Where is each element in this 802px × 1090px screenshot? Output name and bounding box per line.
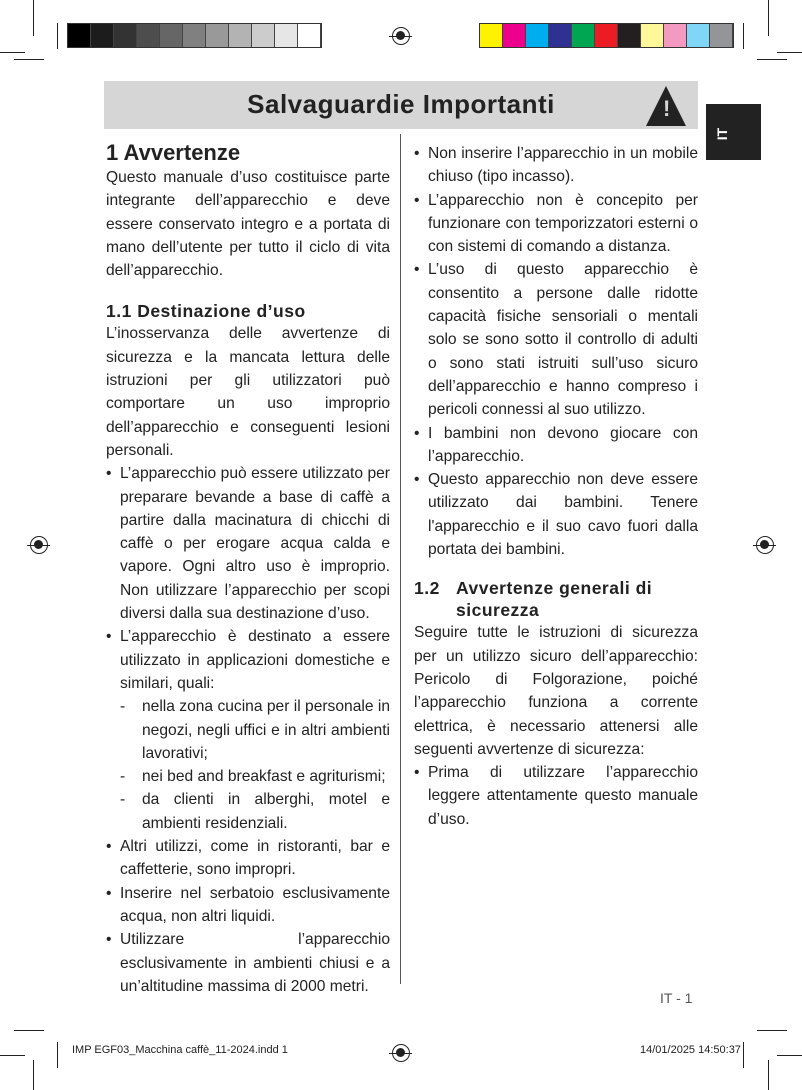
page-title: Salvaguardie Importanti <box>247 89 555 119</box>
color-swatch <box>160 24 183 47</box>
color-swatch <box>91 24 114 47</box>
crop-mark <box>57 1042 58 1068</box>
sub-list-item: - nella zona cucina per il personale in negozi, negli uffici e in altri ambienti lavorativi; <box>106 695 390 765</box>
list-item: • Prima di utilizzare l’apparecchio leggere attentamente questo manuale d’uso. <box>414 761 698 831</box>
crop-mark <box>777 1055 802 1056</box>
color-swatch <box>137 24 160 47</box>
right-column <box>414 142 698 831</box>
crop-mark <box>757 1030 787 1031</box>
color-swatch <box>710 24 733 47</box>
list-item: • Inserire nel serbatoio esclusivamente acqua, non altri liquidi. <box>106 882 390 929</box>
heading-avvertenze: 1 Avvertenze <box>106 140 241 165</box>
column-divider <box>400 134 401 984</box>
registration-mark-icon <box>392 1044 410 1062</box>
sub-list-item: - nei bed and breakfast e agriturismi; <box>106 765 390 788</box>
color-swatch <box>503 24 526 47</box>
crop-mark <box>14 59 44 60</box>
paragraph: L’inosservanza delle avvertenze di sicurezza e la mancata lettura delle istruzioni per gli utilizzatori può comportare un uso improprio dell’apparecchio e conseguenti lesioni personali. <box>106 325 390 459</box>
registration-mark-icon <box>392 27 410 45</box>
crop-mark <box>777 52 802 53</box>
color-swatch <box>480 24 503 47</box>
crop-mark <box>0 52 25 53</box>
color-swatch <box>687 24 710 47</box>
color-swatch <box>114 24 137 47</box>
color-swatch <box>252 24 275 47</box>
crop-mark <box>768 1060 769 1090</box>
warning-triangle-icon: ! <box>646 86 686 126</box>
crop-mark <box>14 1030 44 1031</box>
list-item: • Questo apparecchio non deve essere utilizzato dai bambini. Tenere l'apparecchio e il suo cavo fuori dalla portata dei bambini. <box>414 468 698 561</box>
crop-mark <box>57 23 58 49</box>
list-item: • Altri utilizzi, come in ristoranti, bar e caffetterie, sono impropri. <box>106 835 390 882</box>
crop-mark <box>33 1060 34 1090</box>
left-column <box>106 140 390 998</box>
list-item: • Non inserire l’apparecchio in un mobile chiuso (tipo incasso). <box>414 142 698 189</box>
color-swatch <box>183 24 206 47</box>
list-item: • Utilizzare l’apparecchio esclusivamente in ambienti chiusi e a un’altitudine massima di 2000 metri. <box>106 928 390 998</box>
slug-filename: IMP EGF03_Macchina caffè_11-2024.indd 1 <box>72 1044 288 1056</box>
list-item: • L’uso di questo apparecchio è consentito a persone dalle ridotte capacità fisiche sensoriali o mentali solo se sono sotto il controllo di adulti o sono stati istruiti sull’uso sicuro dell’apparecchio e hanno compreso i pericoli connessi al suo utilizzo. <box>414 258 698 421</box>
crop-mark <box>768 0 769 36</box>
heading-destinazione: 1.1 Destinazione d’uso <box>106 301 306 322</box>
list-item: • I bambini non devono giocare con l’apparecchio. <box>414 422 698 469</box>
crop-mark <box>743 23 744 49</box>
sub-list-item: - da clienti in alberghi, motel e ambienti residenziali. <box>106 788 390 835</box>
list-item: • L’apparecchio è destinato a essere utilizzato in applicazioni domestiche e similari, quali: <box>106 625 390 695</box>
process-color-bar <box>479 23 734 48</box>
color-swatch <box>664 24 687 47</box>
color-swatch <box>526 24 549 47</box>
slug-timestamp: 14/01/2025 14:50:37 <box>640 1044 741 1056</box>
color-swatch <box>275 24 298 47</box>
color-swatch <box>68 24 91 47</box>
crop-mark <box>0 1055 25 1056</box>
color-swatch <box>298 24 321 47</box>
list-item: • L’apparecchio può essere utilizzato per preparare bevande a base di caffè a partire dalla macinatura di chicchi di caffè o per erogare acqua calda e vapore. Ogni altro uso è improprio. Non utilizzare l’apparecchio per scopi diversi dalla sua destinazione d’uso. <box>106 462 390 625</box>
crop-mark <box>757 59 787 60</box>
section-title-bar <box>104 81 698 129</box>
color-swatch <box>549 24 572 47</box>
crop-mark <box>743 1042 744 1068</box>
color-swatch <box>618 24 641 47</box>
color-swatch <box>206 24 229 47</box>
page-number: IT - 1 <box>660 990 693 1006</box>
registration-mark-icon <box>756 536 774 554</box>
heading-avvertenze-generali: 1.2 Avvertenze generali di sicurezza <box>414 578 653 621</box>
paragraph: Seguire tutte le istruzioni di sicurezza per un utilizzo sicuro dell’apparecchio: Pericolo di Folgorazione, poiché l’apparecchio funziona a corrente elettrica, è necessario attenersi alle seguenti avvertenze di sicurezza: <box>414 624 698 758</box>
color-swatch <box>229 24 252 47</box>
color-swatch <box>641 24 664 47</box>
intro-paragraph: Questo manuale d’uso costituisce parte integrante dell’apparecchio e deve essere conservato integro e a portata di mano dell’utente per tutto il ciclo di vita dell’apparecchio. <box>106 169 390 280</box>
color-swatch <box>572 24 595 47</box>
registration-mark-icon <box>30 536 48 554</box>
crop-mark <box>33 0 34 36</box>
language-tab: IT <box>706 104 761 160</box>
color-swatch <box>595 24 618 47</box>
list-item: • L’apparecchio non è concepito per funzionare con temporizzatori esterni o con sistemi di comando a distanza. <box>414 189 698 259</box>
grayscale-color-bar <box>67 23 322 48</box>
